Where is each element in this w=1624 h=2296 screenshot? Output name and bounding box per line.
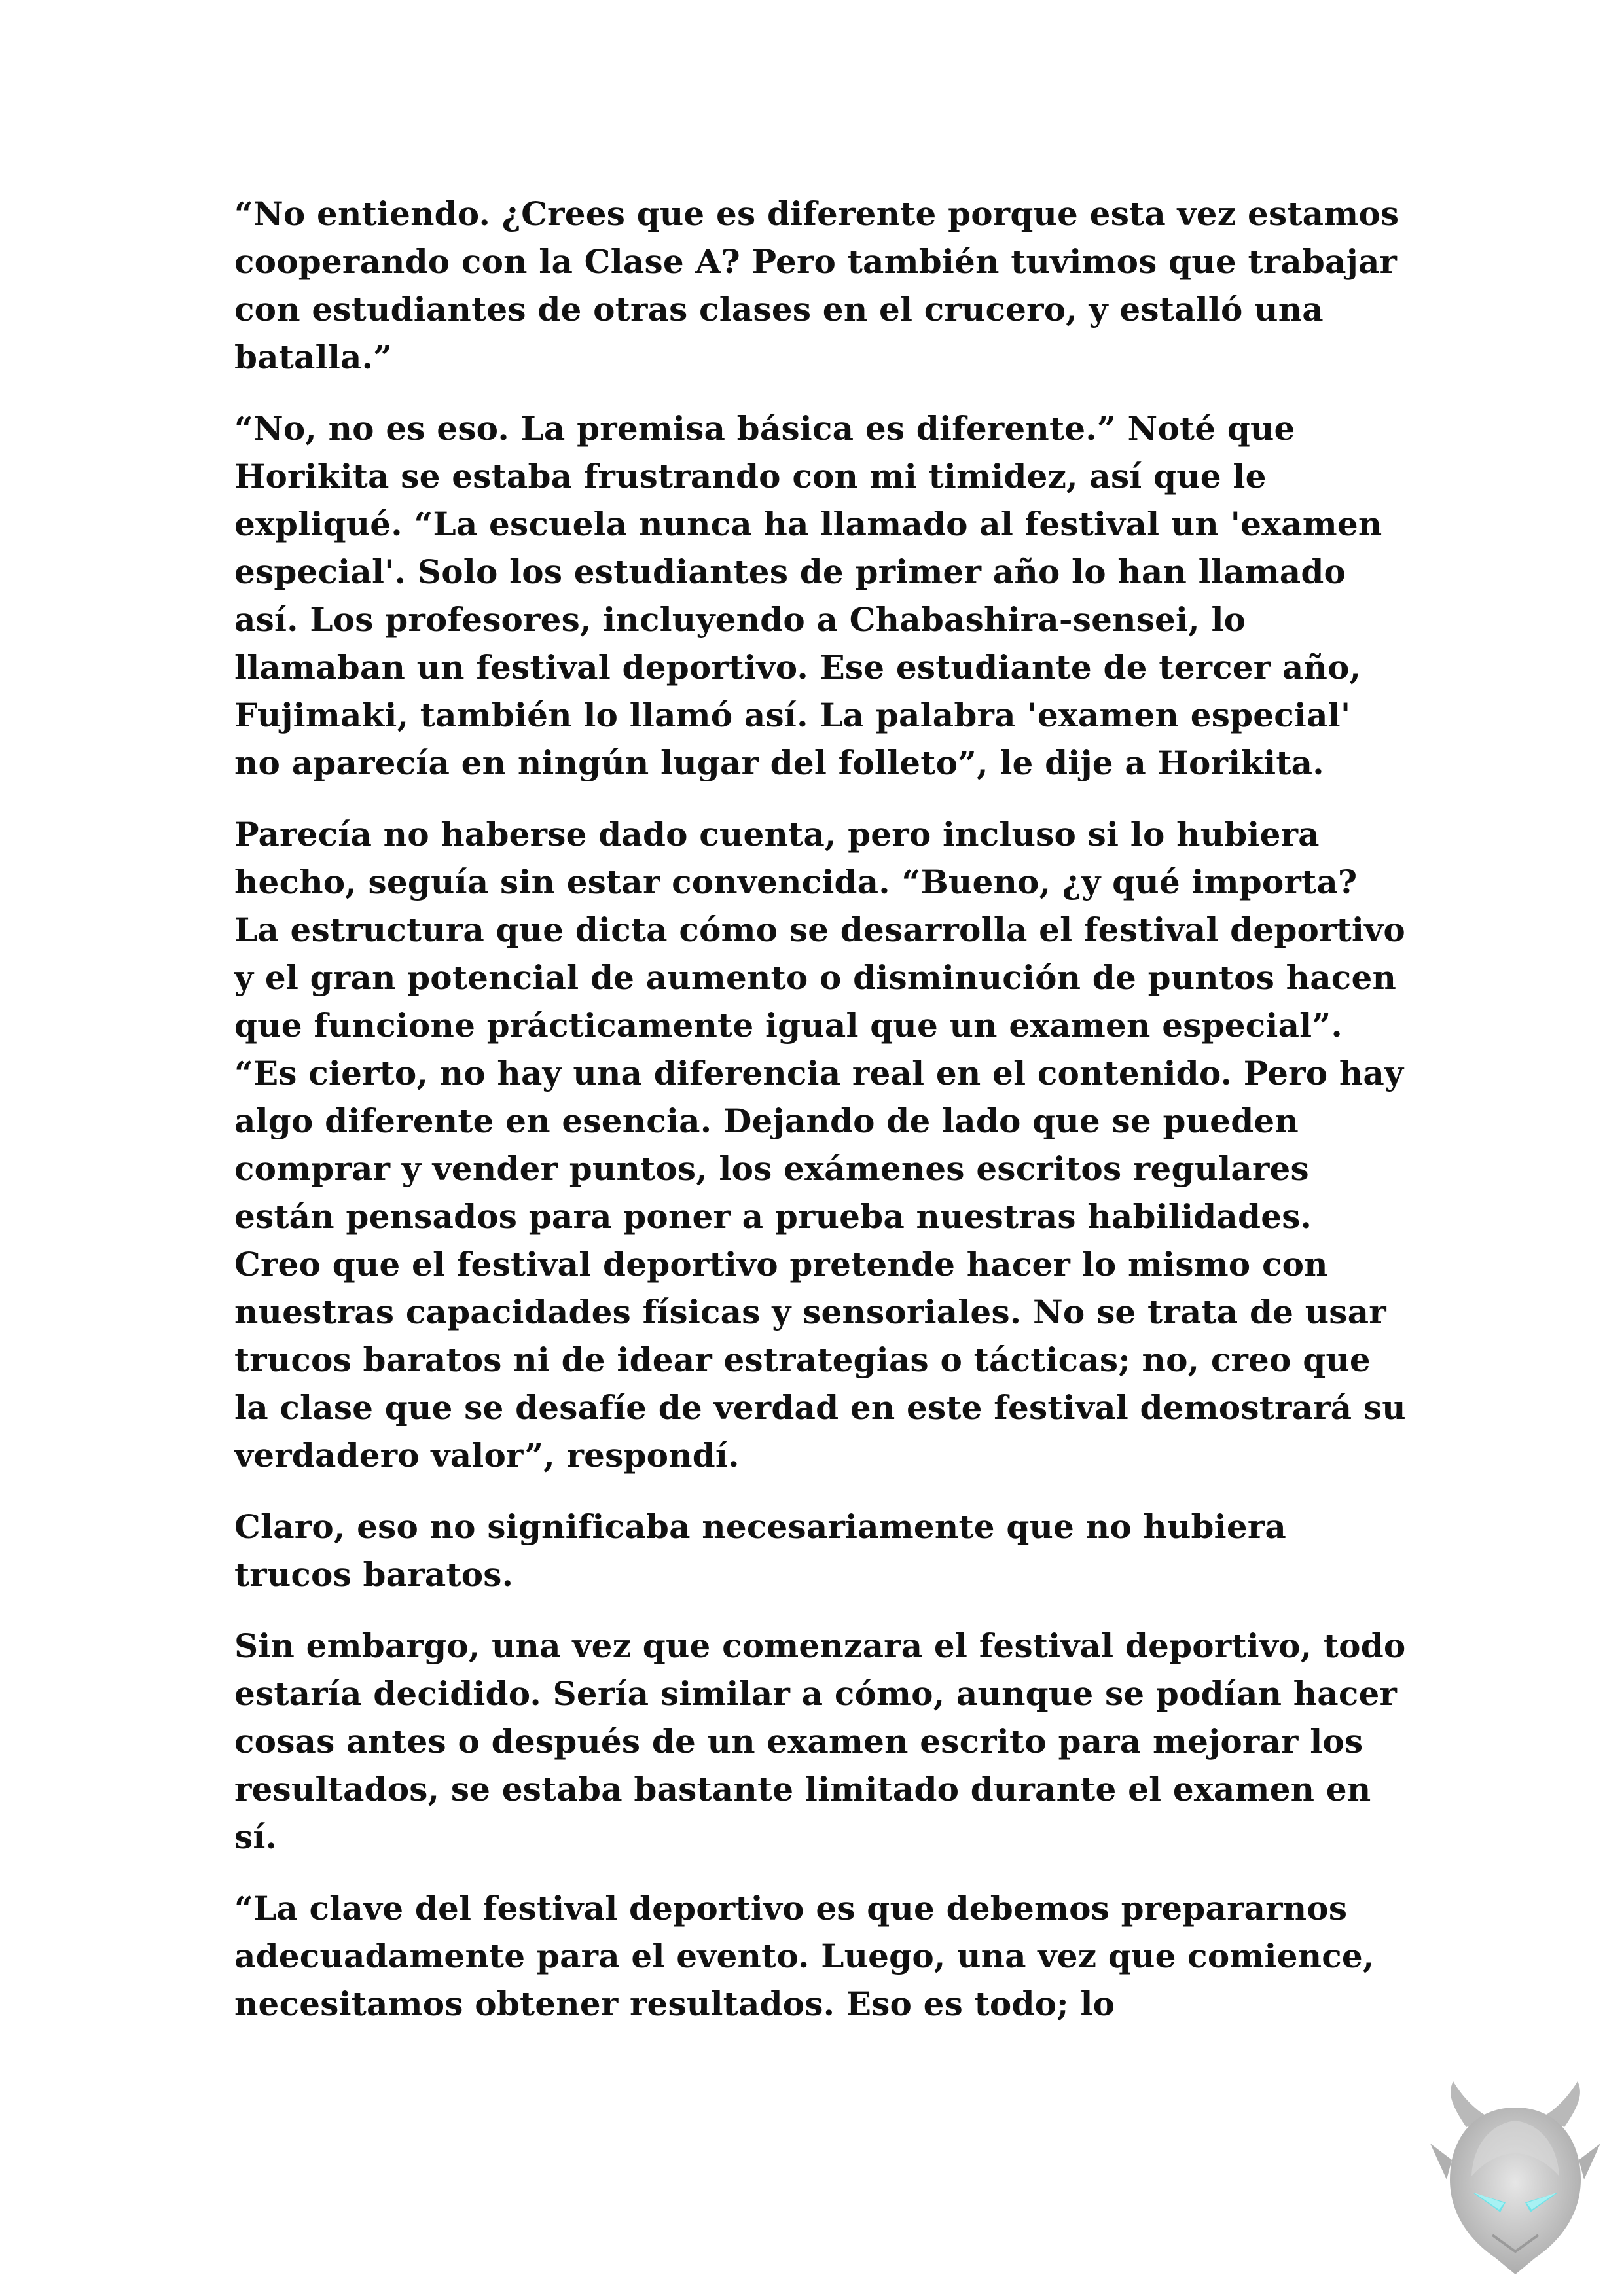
paragraph: “No entiendo. ¿Crees que es diferente porque esta vez estamos cooperando con la Clase A? Pero también tuvimos que trabajar con estudiantes de otras clases en el crucero, y estalló una batalla.” bbox=[234, 194, 1399, 376]
demon-head-icon bbox=[1427, 2081, 1604, 2278]
body-text bbox=[234, 190, 1406, 2051]
paragraph: Sin embargo, una vez que comenzara el festival deportivo, todo estaría decidido. Sería similar a cómo, aunque se podían hacer cosas antes o después de un examen escrito para mejorar los resultados, se estaba bastante limitado durante el examen en sí. bbox=[234, 1626, 1406, 1856]
paragraph: Claro, eso no significaba necesariamente que no hubiera trucos baratos. bbox=[234, 1507, 1287, 1594]
paragraph: “La clave del festival deportivo es que debemos prepararnos adecuadamente para el evento. Luego, una vez que comience, necesitamos obtener resultados. Eso es todo; lo bbox=[234, 1889, 1375, 2023]
paragraph: “No, no es eso. La premisa básica es diferente.” Noté que Horikita se estaba frustrando con mi timidez, así que le expliqué. “La escuela nunca ha llamado al festival un 'examen especial'. Solo los estudiantes de primer año lo han llamado así. Los profesores, incluyendo a Chabashira-sensei, lo llamaban un festival deportivo. Ese estudiante de tercer año, Fujimaki, también lo llamó así. La palabra 'examen especial' no aparecía en ningún lugar del folleto”, le dije a Horikita. bbox=[234, 409, 1382, 782]
paragraph: Parecía no haberse dado cuenta, pero incluso si lo hubiera hecho, seguía sin estar convencida. “Bueno, ¿y qué importa? La estructura que dicta cómo se desarrolla el festival deportivo y el gran potencial de aumento o disminución de puntos hacen que funcione prácticamente igual que un examen especial”. “Es cierto, no hay una diferencia real en el contenido. Pero hay algo diferente en esencia. Dejando de lado que se pueden comprar y vender puntos, los exámenes escritos regulares están pensados para poner a prueba nuestras habilidades. Creo que el festival deportivo pretende hacer lo mismo con nuestras capacidades físicas y sensoriales. No se trata de usar trucos baratos ni de idear estrategias o tácticas; no, creo que la clase que se desafíe de verdad en este festival demostrará su verdadero valor”, respondí. bbox=[234, 815, 1406, 1475]
